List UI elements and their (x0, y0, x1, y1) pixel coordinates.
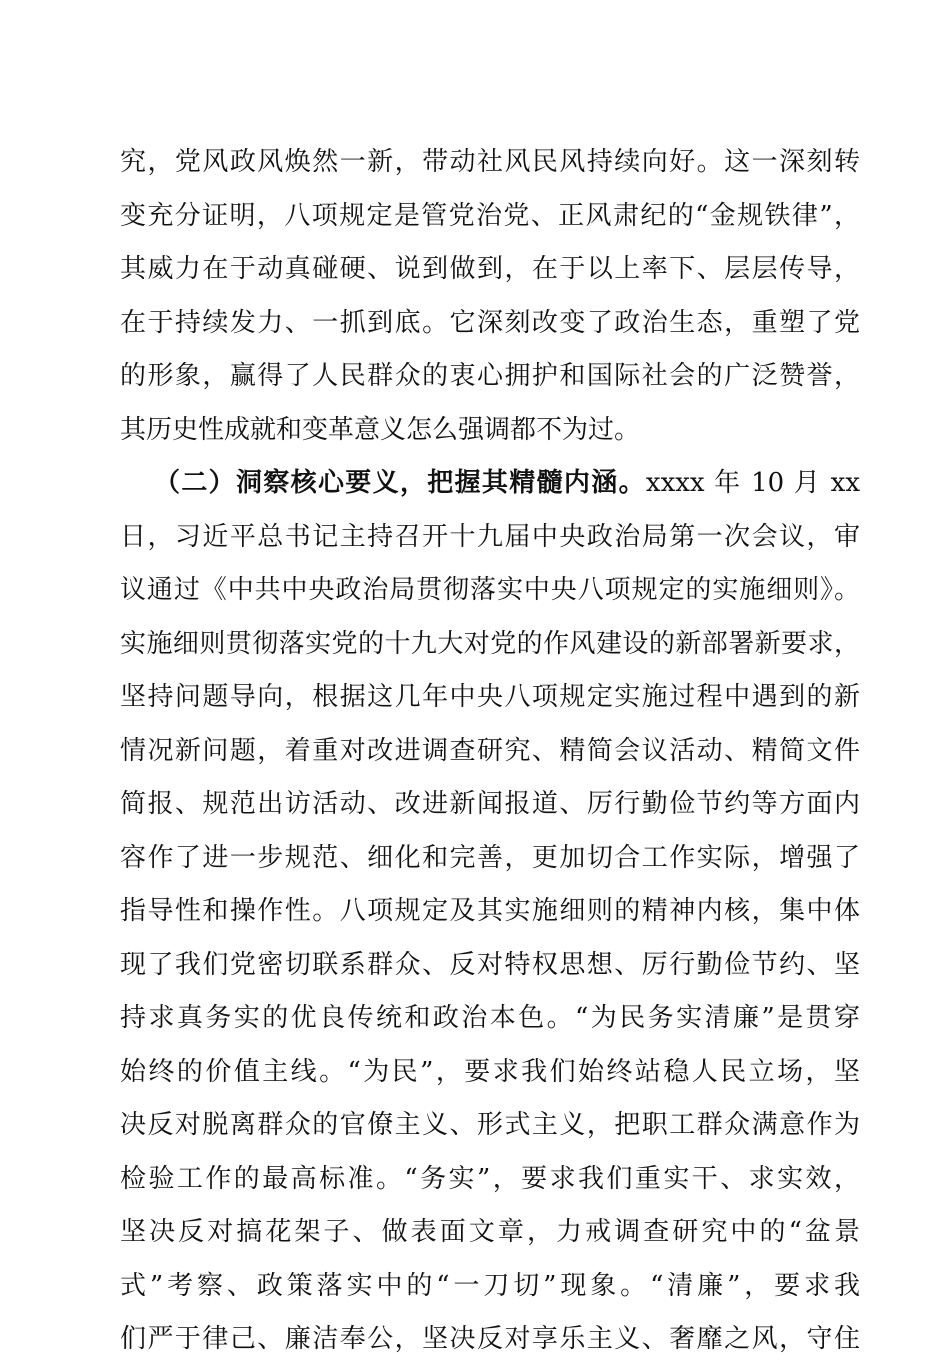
text-line: 简报、规范出访活动、改进新闻报道、厉行勤俭节约等方面内 (120, 789, 860, 819)
text-line: 其威力在于动真碰硬、说到做到，在于以上率下、层层传导， (120, 254, 860, 284)
text-line: 们严于律己、廉洁奉公，坚决反对享乐主义、奢靡之风，守住 (120, 1324, 860, 1354)
text-line: 在于持续发力、一抓到底。它深刻改变了政治生态，重塑了党 (120, 307, 860, 338)
text-line: 变充分证明，八项规定是管党治党、正风肃纪的“金规铁律”， (120, 200, 860, 231)
paragraph-1 (120, 136, 860, 457)
text-line: 式”考察、政策落实中的“一刀切”现象。“清廉”，要求我 (120, 1270, 860, 1301)
text-line: 议通过《中共中央政治局贯彻落实中央八项规定的实施细则》。 (120, 575, 860, 605)
text-run: xxxx 年 10 月 xx (645, 468, 860, 498)
document-body (120, 136, 860, 1367)
paragraph-2 (120, 457, 860, 1367)
section-heading-line (120, 457, 860, 511)
text-line: 决反对脱离群众的官僚主义、形式主义，把职工群众满意作为 (120, 1110, 860, 1140)
text-line: 日，习近平总书记主持召开十九届中央政治局第一次会议，审 (120, 521, 860, 552)
text-line: 坚持问题导向，根据这几年中央八项规定实施过程中遇到的新 (120, 682, 860, 712)
text-line: 容作了进一步规范、细化和完善，更加切合工作实际，增强了 (120, 842, 860, 873)
text-line: 的形象，赢得了人民群众的衷心拥护和国际社会的广泛赞誉， (120, 361, 860, 391)
section-heading: （二）洞察核心要义，把握其精髓内涵。 (154, 468, 646, 498)
text-line: 实施细则贯彻落实党的十九大对党的作风建设的新部署新要求， (120, 628, 860, 659)
text-line: 究，党风政风焕然一新，带动社风民风持续向好。这一深刻转 (120, 147, 860, 177)
text-line: 情况新问题，着重对改进调查研究、精简会议活动、精简文件 (120, 735, 860, 766)
text-line: 检验工作的最高标准。“务实”，要求我们重实干、求实效， (120, 1163, 860, 1194)
text-line: 指导性和操作性。八项规定及其实施细则的精神内核，集中体 (120, 896, 860, 926)
text-line: 坚决反对搞花架子、做表面文章，力戒调查研究中的“盆景 (120, 1217, 860, 1247)
text-line: 持求真务实的优良传统和政治本色。“为民务实清廉”是贯穿 (120, 1003, 860, 1033)
text-line: 现了我们党密切联系群众、反对特权思想、厉行勤俭节约、坚 (120, 949, 860, 980)
text-line: 其历史性成就和变革意义怎么强调都不为过。 (120, 414, 641, 445)
text-line: 始终的价值主线。“为民”，要求我们始终站稳人民立场，坚 (120, 1056, 860, 1087)
